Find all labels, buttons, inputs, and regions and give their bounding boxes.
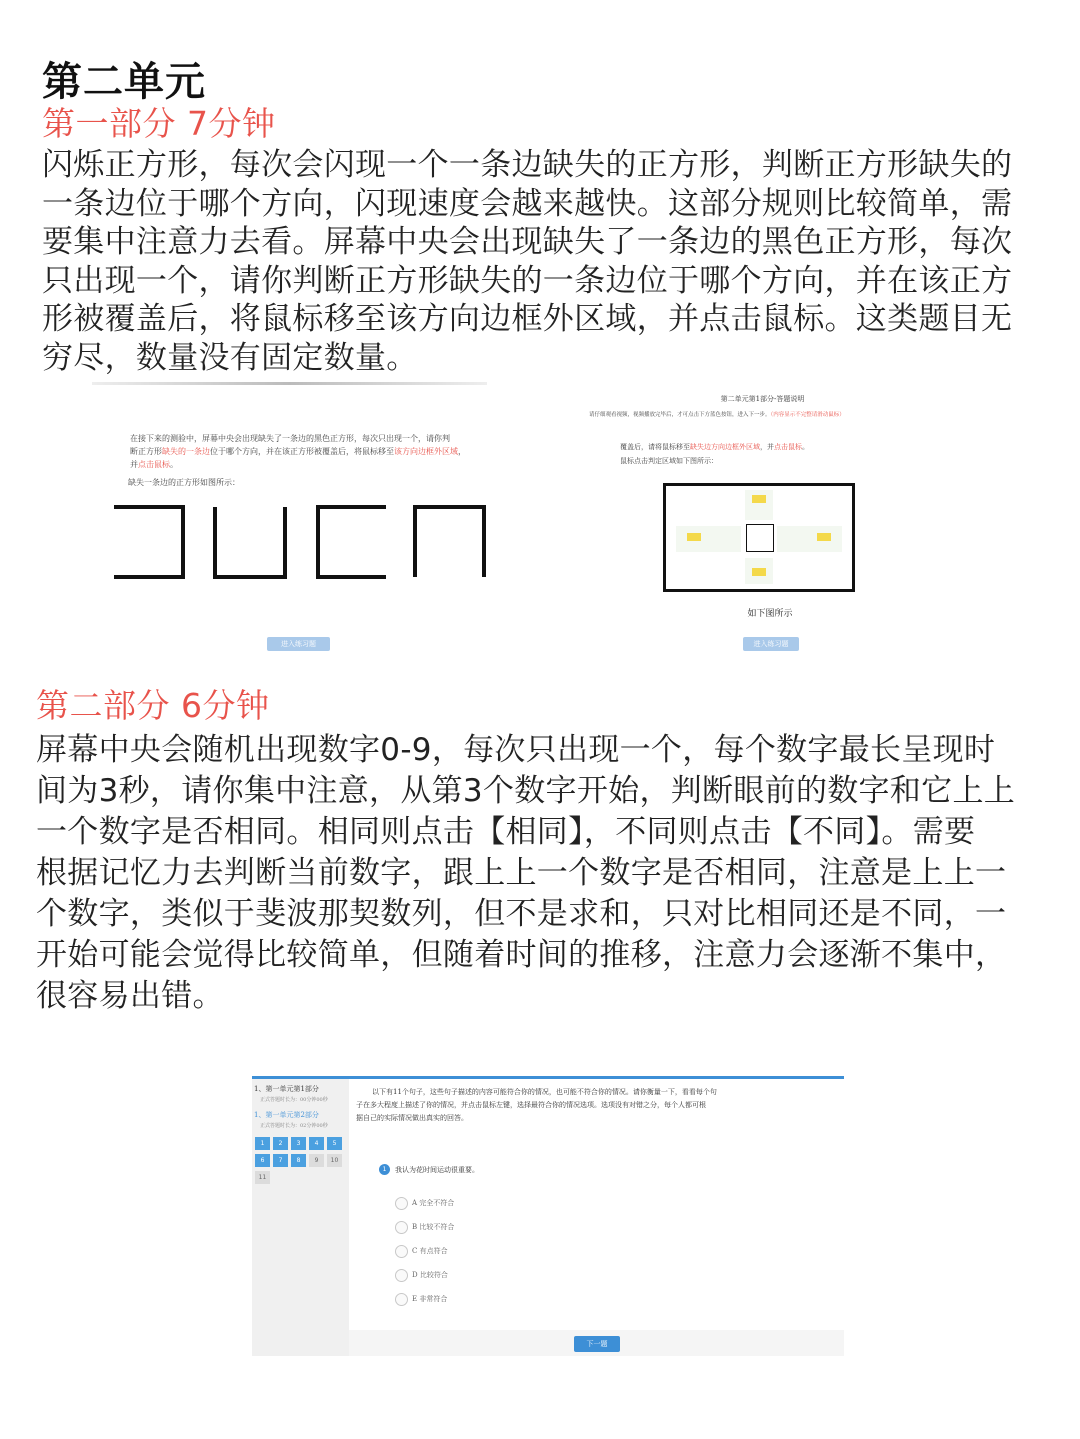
text-line: 间为3秒，请你集中注意，从第3个数字开始，判断眼前的数字和它上上 bbox=[36, 773, 1016, 809]
sidebar-item-duration: 正式答题时长为：02分钟00秒 bbox=[260, 1123, 328, 1129]
right-label-icon bbox=[817, 533, 831, 541]
text-line: 开始可能会觉得比较简单，但随着时间的推移，注意力会逐渐不集中， bbox=[36, 937, 1007, 973]
sidebar-item-duration: 正式答题时长为：00分钟00秒 bbox=[260, 1097, 328, 1103]
text-line: 根据记忆力去判断当前数字，跟上上一个数字是否相同，注意是上上一 bbox=[36, 855, 1007, 891]
instruction-part: ， bbox=[458, 447, 466, 456]
bottom-label-icon bbox=[752, 568, 766, 576]
option-a-radio[interactable] bbox=[395, 1197, 408, 1210]
subtitle-text: 请仔细观看视频，视频播放完毕后，才可点击下方蓝色按钮，进入下一步。 bbox=[589, 412, 771, 418]
screenshot-click-zone bbox=[585, 390, 940, 655]
text-line: 形被覆盖后，将鼠标移至该方向边框外区域，并点击鼠标。这类题目无 bbox=[42, 301, 1013, 337]
click-zone-frame bbox=[663, 483, 855, 592]
click-instruction bbox=[620, 442, 809, 452]
practice-button[interactable]: 进入练习题 bbox=[267, 637, 330, 651]
right-zone bbox=[777, 526, 842, 552]
option-b-radio[interactable] bbox=[395, 1221, 408, 1234]
instruction-part: 。 bbox=[170, 460, 178, 469]
instruction-line: 子在多大程度上描述了你的情况，并点击鼠标左键，选择最符合你的情况选项。选项没有对错之分，每个人都可根 bbox=[356, 1101, 706, 1109]
question-cell[interactable]: 6 bbox=[255, 1154, 270, 1167]
question-cell[interactable]: 7 bbox=[273, 1154, 288, 1167]
instructions-title: 第二单元第1部分-答题说明 bbox=[720, 395, 805, 403]
sidebar-item-unit1-part1[interactable]: 1、第一单元第1部分 bbox=[254, 1085, 319, 1093]
instruction-part: 并 bbox=[130, 460, 138, 469]
option-b-label[interactable]: B 比较不符合 bbox=[412, 1223, 455, 1231]
square-missing-bottom-icon bbox=[415, 507, 484, 577]
text-line: 个数字，类似于斐波那契数列，但不是求和，只对比相同还是不同，一 bbox=[36, 896, 1007, 932]
line-highlight: 点击鼠标 bbox=[774, 443, 802, 451]
text-line: 闪烁正方形，每次会闪现一个一条边缺失的正方形，判断正方形缺失的 bbox=[42, 147, 1013, 183]
part1-description bbox=[42, 146, 1042, 377]
left-zone bbox=[676, 526, 741, 552]
square-missing-top-icon bbox=[215, 507, 285, 577]
question-cell[interactable]: 11 bbox=[255, 1171, 270, 1184]
question-cell[interactable]: 5 bbox=[327, 1137, 342, 1150]
squares-caption: 缺失一条边的正方形如图所示： bbox=[128, 478, 240, 487]
questionnaire-instruction bbox=[356, 1086, 841, 1125]
part2-description bbox=[36, 730, 1046, 1017]
question-cell[interactable]: 8 bbox=[291, 1154, 306, 1167]
option-c-label[interactable]: C 有点符合 bbox=[412, 1247, 448, 1255]
line-part: 覆盖后，请将鼠标移至 bbox=[620, 443, 690, 451]
part2-title: 第二部分 6分钟 bbox=[36, 686, 270, 725]
question-cell[interactable]: 4 bbox=[309, 1137, 324, 1150]
square-missing-left-icon bbox=[114, 507, 183, 577]
click-zone-caption-text: 鼠标点击判定区域如下图所示： bbox=[620, 457, 718, 465]
option-d-radio[interactable] bbox=[395, 1269, 408, 1282]
practice-button[interactable]: 进入练习题 bbox=[743, 637, 799, 651]
missing-side-squares bbox=[90, 495, 490, 585]
question-text: 我认为花时间运动很重要。 bbox=[395, 1166, 479, 1174]
option-e-label[interactable]: E 非常符合 bbox=[412, 1295, 448, 1303]
text-line: 一条边位于哪个方向，闪现速度会越来越快。这部分规则比较简单，需 bbox=[42, 185, 1013, 222]
instruction-text bbox=[130, 432, 490, 471]
sidebar-item-unit1-part2[interactable]: 1、第一单元第2部分 bbox=[254, 1111, 319, 1119]
question-cell[interactable]: 10 bbox=[327, 1154, 342, 1167]
instruction-part: 断正方形 bbox=[130, 447, 162, 456]
sidebar bbox=[252, 1079, 349, 1356]
figure-caption: 如下图所示 bbox=[747, 609, 793, 619]
question-number-badge: 1 bbox=[379, 1164, 390, 1175]
text-line: 屏幕中央会随机出现数字0-9，每次只出现一个，每个数字最长呈现时 bbox=[36, 732, 996, 768]
question-cell[interactable]: 9 bbox=[309, 1154, 324, 1167]
text-line: 一个数字是否相同。相同则点击【相同】，不同则点击【不同】。需要 bbox=[36, 814, 976, 850]
subtitle-warning: （内容显示不完整请滑动鼠标） bbox=[770, 412, 845, 418]
line-part: ，并 bbox=[760, 443, 774, 451]
instruction-part: 在接下来的测验中，屏幕中央会出现缺失了一条边的黑色正方形，每次只出现一个，请你判 bbox=[130, 434, 450, 443]
option-a-label[interactable]: A 完全不符合 bbox=[412, 1199, 455, 1207]
instructions-subtitle bbox=[589, 410, 939, 418]
square-missing-right-icon bbox=[318, 507, 386, 577]
instruction-highlight: 点击鼠标 bbox=[138, 460, 170, 469]
screenshot-questionnaire bbox=[252, 1076, 844, 1356]
text-line: 要集中注意力去看。屏幕中央会出现缺失了一条边的黑色正方形，每次 bbox=[42, 224, 1013, 260]
question-cell[interactable]: 2 bbox=[273, 1137, 288, 1150]
instruction-line: 据自己的实际情况做出真实的回答。 bbox=[356, 1114, 468, 1122]
text-line: 穷尽，数量没有固定数量。 bbox=[42, 339, 418, 376]
instruction-part: 位于哪个方向，并在该正方形被覆盖后，将鼠标移至 bbox=[210, 447, 394, 456]
text-line: 很容易出错。 bbox=[36, 978, 224, 1014]
question-cell[interactable]: 1 bbox=[255, 1137, 270, 1150]
unit-title: 第二单元 bbox=[42, 59, 206, 105]
option-d-label[interactable]: D 比较符合 bbox=[412, 1271, 448, 1279]
instruction-line: 以下有11个句子，这些句子描述的内容可能符合你的情况，也可能不符合你的情况。请你衡量一下，看看每个句 bbox=[372, 1088, 717, 1096]
instruction-highlight: 缺失的一条边 bbox=[162, 447, 210, 456]
text-line: 只出现一个，请你判断正方形缺失的一条边位于哪个方向，并在该正方 bbox=[42, 262, 1013, 299]
cropped-top-text bbox=[92, 382, 487, 385]
next-question-button[interactable]: 下一题 bbox=[574, 1336, 620, 1352]
line-highlight: 缺失边方向边框外区域 bbox=[690, 443, 760, 451]
part1-title: 第一部分 7分钟 bbox=[42, 104, 276, 143]
top-label-icon bbox=[752, 495, 766, 503]
left-label-icon bbox=[687, 533, 701, 541]
center-square-icon bbox=[746, 524, 774, 552]
instruction-highlight: 该方向边框外区域 bbox=[394, 447, 458, 456]
question-cell[interactable]: 3 bbox=[291, 1137, 306, 1150]
option-c-radio[interactable] bbox=[395, 1245, 408, 1258]
option-e-radio[interactable] bbox=[395, 1293, 408, 1306]
line-part: 。 bbox=[802, 443, 809, 451]
screenshot-squares-instructions bbox=[90, 380, 490, 655]
